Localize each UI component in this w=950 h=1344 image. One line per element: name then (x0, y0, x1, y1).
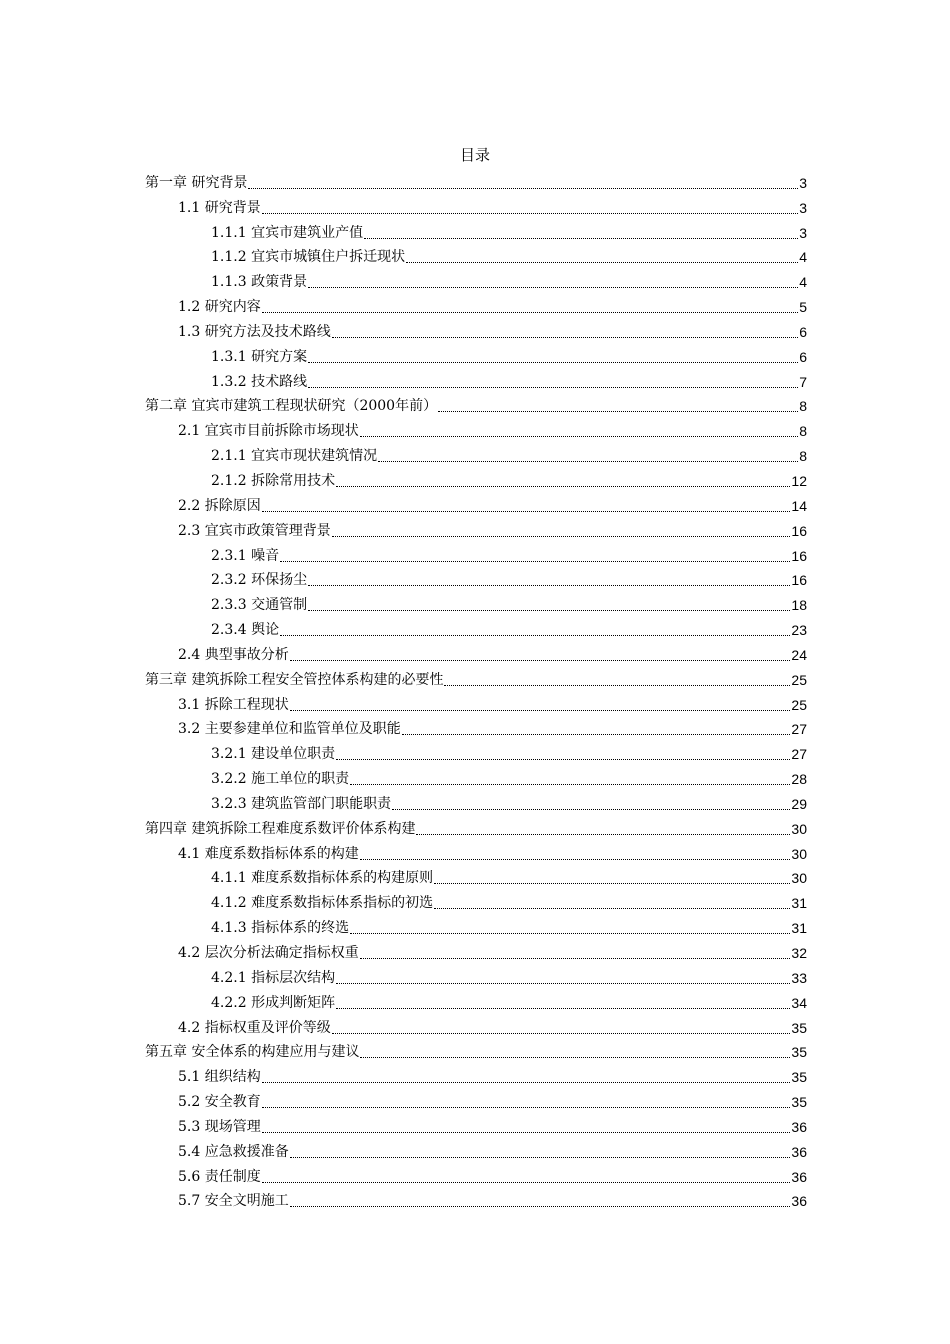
toc-entry[interactable] (145, 689, 807, 714)
toc-entry-label: 5.4 应急救援准备 (178, 1143, 289, 1160)
toc-entry-label: 2.3.2 环保扬尘 (211, 572, 308, 589)
toc-dot-leader (406, 262, 798, 263)
toc-entry[interactable] (145, 788, 807, 813)
toc-entry[interactable] (145, 614, 807, 639)
toc-entry-page-number: 8 (799, 423, 807, 440)
toc-entry[interactable] (145, 366, 807, 391)
toc-dot-leader (290, 710, 791, 711)
toc-entry-page-number: 35 (791, 1094, 807, 1111)
toc-dot-leader (438, 411, 798, 412)
toc-entry-page-number: 36 (791, 1118, 807, 1135)
toc-dot-leader (360, 958, 791, 959)
toc-entry-page-number: 27 (791, 721, 807, 738)
toc-entry-page-number: 33 (791, 969, 807, 986)
toc-entry-label: 1.3.1 研究方案 (211, 348, 308, 365)
toc-entry[interactable] (145, 589, 807, 614)
toc-dot-leader (308, 287, 798, 288)
toc-entry-label: 1.3.2 技术路线 (211, 373, 308, 390)
toc-entry[interactable] (145, 316, 807, 341)
toc-dot-leader (402, 734, 791, 735)
toc-dot-leader (308, 387, 798, 388)
toc-entry[interactable] (145, 515, 807, 540)
toc-entry-page-number: 35 (791, 1044, 807, 1061)
toc-dot-leader (262, 1132, 791, 1133)
toc-entry-label: 2.4 典型事故分析 (178, 646, 289, 663)
toc-entry[interactable] (145, 1037, 807, 1062)
toc-entry-label: 5.7 安全文明施工 (178, 1193, 289, 1210)
toc-entry-page-number: 31 (791, 920, 807, 937)
toc-dot-leader (262, 1107, 791, 1108)
toc-entry-page-number: 14 (791, 497, 807, 514)
toc-entry-label: 4.2.1 指标层次结构 (211, 969, 336, 986)
toc-entry-label: 2.1.2 拆除常用技术 (211, 472, 336, 489)
toc-dot-leader (332, 1033, 791, 1034)
toc-dot-leader (262, 1182, 791, 1183)
toc-entry-page-number: 30 (791, 820, 807, 837)
toc-entry[interactable] (145, 1061, 807, 1086)
toc-entry-label: 1.2 研究内容 (178, 299, 261, 316)
toc-dot-leader (364, 238, 798, 239)
toc-entry-label: 5.2 安全教育 (178, 1094, 261, 1111)
toc-dot-leader (308, 362, 798, 363)
toc-entry-page-number: 5 (799, 299, 807, 316)
toc-dot-leader (378, 461, 798, 462)
toc-dot-leader (308, 585, 790, 586)
toc-entry[interactable] (145, 763, 807, 788)
toc-entry[interactable] (145, 887, 807, 912)
toc-entry-label: 4.1 难度系数指标体系的构建 (178, 845, 359, 862)
toc-entry-label: 2.3.3 交通管制 (211, 597, 308, 614)
toc-entry-page-number: 25 (791, 696, 807, 713)
toc-entry-page-number: 18 (791, 597, 807, 614)
toc-entry-label: 2.1.1 宜宾市现状建筑情况 (211, 448, 378, 465)
toc-entry[interactable] (145, 565, 807, 590)
toc-entry-label: 5.6 责任制度 (178, 1168, 261, 1185)
toc-entry-page-number: 35 (791, 1019, 807, 1036)
toc-entry-label: 5.3 现场管理 (178, 1118, 261, 1135)
toc-entry-label: 第一章 研究背景 (145, 174, 248, 191)
toc-dot-leader (434, 883, 790, 884)
toc-entry[interactable] (145, 1161, 807, 1186)
toc-entry[interactable] (145, 490, 807, 515)
toc-dot-leader (290, 660, 791, 661)
toc-entry[interactable] (145, 167, 807, 192)
toc-dot-leader (280, 561, 790, 562)
toc-entry-page-number: 25 (791, 671, 807, 688)
toc-entry[interactable] (145, 415, 807, 440)
toc-entry-label: 4.2 指标权重及评价等级 (178, 1019, 331, 1036)
toc-entry-page-number: 29 (791, 795, 807, 812)
toc-entry-page-number: 35 (791, 1069, 807, 1086)
toc-entry[interactable] (145, 937, 807, 962)
toc-entry-label: 4.1.2 难度系数指标体系指标的初选 (211, 895, 434, 912)
toc-dot-leader (332, 337, 798, 338)
toc-entry-page-number: 28 (791, 771, 807, 788)
toc-entry-label: 第三章 建筑拆除工程安全管控体系构建的必要性 (145, 671, 444, 688)
toc-entry[interactable] (145, 639, 807, 664)
toc-dot-leader (332, 536, 791, 537)
toc-entry-page-number: 6 (799, 323, 807, 340)
toc-dot-leader (350, 784, 790, 785)
toc-dot-leader (336, 1008, 790, 1009)
toc-entry[interactable] (145, 341, 807, 366)
toc-entry-page-number: 30 (791, 870, 807, 887)
toc-entry-label: 2.1 宜宾市目前拆除市场现状 (178, 423, 359, 440)
toc-dot-leader (444, 685, 790, 686)
toc-dot-leader (434, 908, 790, 909)
toc-entry-label: 2.2 拆除原因 (178, 497, 261, 514)
toc-entry[interactable] (145, 912, 807, 937)
toc-entry-page-number: 3 (799, 174, 807, 191)
toc-entry[interactable] (145, 813, 807, 838)
toc-entry-page-number: 36 (791, 1193, 807, 1210)
toc-entry-label: 3.2.1 建设单位职责 (211, 746, 336, 763)
toc-entry[interactable] (145, 1111, 807, 1136)
toc-entry[interactable] (145, 291, 807, 316)
toc-entry[interactable] (145, 1012, 807, 1037)
toc-dot-leader (262, 312, 798, 313)
toc-entry-label: 4.2.2 形成判断矩阵 (211, 994, 336, 1011)
toc-entry[interactable] (145, 714, 807, 739)
toc-entry[interactable] (145, 1186, 807, 1211)
toc-entry-label: 4.1.1 难度系数指标体系的构建原则 (211, 870, 434, 887)
toc-entry-label: 1.1.1 宜宾市建筑业产值 (211, 224, 364, 241)
toc-entry-label: 5.1 组织结构 (178, 1069, 261, 1086)
toc-entry-page-number: 4 (799, 249, 807, 266)
toc-entry-page-number: 3 (799, 224, 807, 241)
toc-entry[interactable] (145, 664, 807, 689)
toc-entry-page-number: 36 (791, 1168, 807, 1185)
toc-dot-leader (280, 635, 790, 636)
toc-entry-label: 第二章 宜宾市建筑工程现状研究（2000年前） (145, 398, 438, 415)
toc-dot-leader (290, 1206, 791, 1207)
toc-entry-page-number: 34 (791, 994, 807, 1011)
toc-entry[interactable] (145, 440, 807, 465)
toc-entry[interactable] (145, 217, 807, 242)
toc-entry-label: 3.1 拆除工程现状 (178, 696, 289, 713)
toc-entry-page-number: 4 (799, 274, 807, 291)
toc-entry[interactable] (145, 987, 807, 1012)
toc-dot-leader (290, 1157, 791, 1158)
toc-dot-leader (262, 1082, 791, 1083)
toc-entry[interactable] (145, 540, 807, 565)
toc-entry-label: 1.1.2 宜宾市城镇住户拆迁现状 (211, 249, 406, 266)
toc-dot-leader (360, 859, 791, 860)
toc-dot-leader (262, 213, 798, 214)
toc-entry-page-number: 24 (791, 646, 807, 663)
toc-entry[interactable] (145, 1136, 807, 1161)
toc-entry-page-number: 16 (791, 547, 807, 564)
toc-dot-leader (336, 983, 790, 984)
toc-entry-page-number: 36 (791, 1143, 807, 1160)
toc-dot-leader (350, 933, 790, 934)
toc-entry-page-number: 6 (799, 348, 807, 365)
toc-entry-page-number: 23 (791, 622, 807, 639)
toc-entry-label: 第五章 安全体系的构建应用与建议 (145, 1044, 360, 1061)
toc-dot-leader (416, 834, 790, 835)
toc-dot-leader (308, 610, 790, 611)
toc-entry[interactable] (145, 738, 807, 763)
toc-entry[interactable] (145, 962, 807, 987)
toc-entry-page-number: 16 (791, 572, 807, 589)
toc-dot-leader (262, 511, 791, 512)
toc-entry-page-number: 8 (799, 448, 807, 465)
toc-entry-label: 2.3.1 噪音 (211, 547, 280, 564)
toc-entry-page-number: 31 (791, 895, 807, 912)
toc-entry-label: 4.2 层次分析法确定指标权重 (178, 945, 359, 961)
toc-entry-label: 4.1.3 指标体系的终选 (211, 920, 350, 937)
toc-entry-label: 1.1 研究背景 (178, 199, 261, 216)
toc-entry-page-number: 7 (799, 373, 807, 390)
toc-dot-leader (336, 759, 790, 760)
toc-entry[interactable] (145, 1086, 807, 1111)
toc-dot-leader (336, 486, 790, 487)
toc-entry-page-number: 32 (791, 945, 807, 961)
table-of-contents (145, 167, 807, 1210)
toc-dot-leader (248, 188, 798, 189)
toc-entry-label: 1.1.3 政策背景 (211, 274, 308, 291)
toc-entry-label: 3.2.3 建筑监管部门职能职责 (211, 795, 392, 812)
toc-entry-label: 第四章 建筑拆除工程难度系数评价体系构建 (145, 820, 416, 837)
toc-entry-page-number: 3 (799, 199, 807, 216)
toc-entry-page-number: 12 (791, 472, 807, 489)
toc-entry-label: 3.2.2 施工单位的职责 (211, 771, 350, 788)
toc-entry-page-number: 16 (791, 522, 807, 539)
toc-dot-leader (360, 1057, 790, 1058)
toc-entry[interactable] (145, 242, 807, 267)
toc-entry[interactable] (145, 266, 807, 291)
toc-dot-leader (392, 809, 790, 810)
toc-entry[interactable] (145, 465, 807, 490)
toc-entry[interactable] (145, 192, 807, 217)
toc-entry-label: 2.3 宜宾市政策管理背景 (178, 522, 331, 539)
toc-title: 目录 (459, 146, 490, 164)
toc-entry-page-number: 8 (799, 398, 807, 415)
toc-entry[interactable] (145, 391, 807, 416)
toc-entry-page-number: 27 (791, 746, 807, 763)
toc-entry-label: 2.3.4 舆论 (211, 622, 280, 639)
toc-entry-label: 3.2 主要参建单位和监管单位及职能 (178, 721, 401, 738)
toc-entry-label: 1.3 研究方法及技术路线 (178, 323, 331, 340)
toc-entry[interactable] (145, 863, 807, 888)
toc-entry[interactable] (145, 838, 807, 863)
toc-entry-page-number: 30 (791, 845, 807, 862)
toc-dot-leader (360, 436, 798, 437)
